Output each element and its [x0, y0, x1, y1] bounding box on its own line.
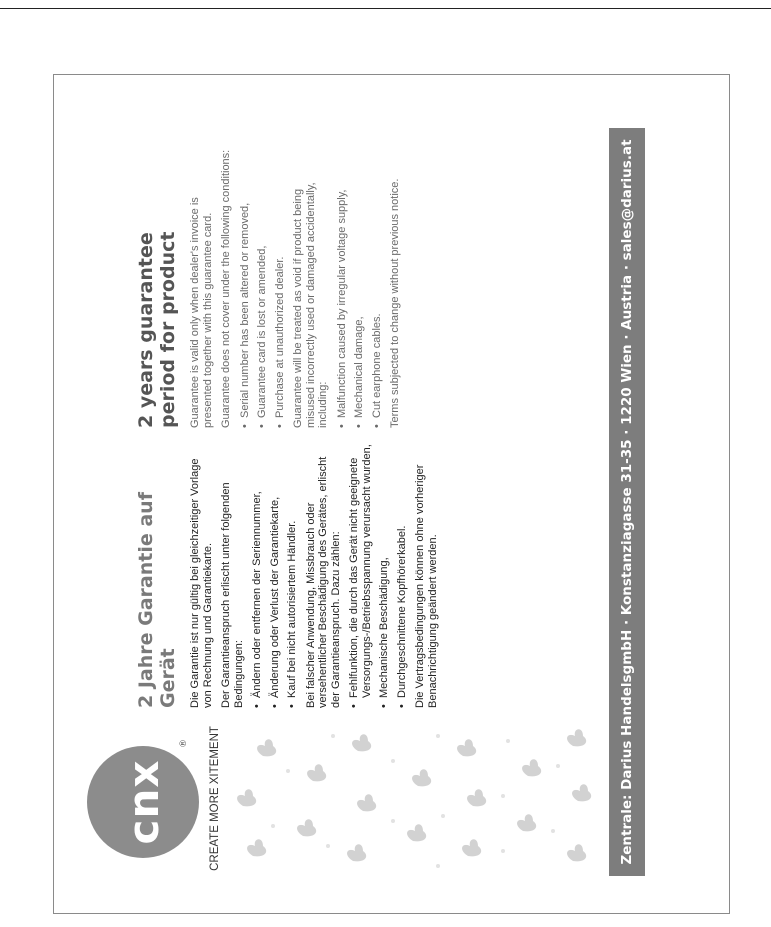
german-intro: Die Garantie ist nur gültig bei gleichzeitiger Vorlage von Rechnung und Garantiekarte.: [189, 458, 214, 708]
list-item: • Cut earphone cables.: [371, 148, 384, 428]
list-item: • Kauf bei nicht autorisiertem Händler.: [286, 440, 299, 708]
list-item: • Malfunction caused by irregular voltage supply,: [336, 148, 349, 428]
top-rule: [0, 8, 771, 9]
german-title: 2 Jahre Garantie auf Gerät: [135, 492, 179, 708]
english-title: 2 years guarantee period for product: [135, 231, 179, 428]
english-conditions-intro: Guarantee does not cover under the following conditions:: [220, 149, 232, 428]
list-item: • Mechanical damage,: [353, 148, 366, 428]
english-misuse: Guarantee will be treated as void if product being misused incorrectly used or damaged accidentally, including:: [292, 182, 329, 428]
english-conditions-list: [239, 148, 287, 428]
german-conditions-list: [251, 440, 299, 708]
english-column: [135, 148, 595, 428]
logo-text: cnx: [118, 759, 168, 845]
list-item: • Purchase at unauthorized dealer.: [274, 148, 287, 428]
english-exclusions-list: [336, 148, 384, 428]
brand-tagline: CREATE MORE XITEMENT: [209, 726, 221, 871]
footer-address: Zentrale: Darius HandelsgmbH · Konstanziagasse 31-35 · 1220 Wien · Austria · sales@darius.at: [619, 139, 635, 865]
german-exclusions-list: [348, 440, 408, 708]
registered-mark: ®: [179, 739, 189, 748]
guarantee-card: [81, 128, 657, 876]
list-item: • Serial number has been altered or removed,: [239, 148, 252, 428]
list-item: • Ändern oder entfernen der Seriennummer,: [251, 440, 264, 708]
butterfly-pattern-icon: [233, 721, 601, 876]
cnx-logo: [87, 746, 199, 858]
list-item: • Änderung oder Verlust der Garantiekarte,: [269, 440, 282, 708]
list-item: • Durchgeschnittene Kopfhörerkabel.: [396, 440, 409, 708]
list-item: • Fehlfunktion, die durch das Gerät nicht geeignete Versorgungs-/Betriebsspannung verursacht wurden,: [348, 440, 373, 708]
brand-panel: [81, 721, 601, 876]
list-item: • Mechanische Beschädigung,: [378, 440, 391, 708]
german-conditions-intro: Der Garantieanspruch erlischt unter folgenden Bedingungen:: [220, 482, 245, 708]
list-item: • Guarantee card is lost or amended,: [256, 148, 269, 428]
guarantee-card-rotated: [81, 128, 657, 876]
english-closing: Terms subjected to change without previous notice.: [389, 178, 401, 428]
german-column: [135, 440, 595, 708]
footer-band: [609, 128, 645, 876]
german-misuse: Bei falscher Anwendung, Missbrauch oder versehentlicher Beschädigung des Gerätes, erlischt der Garantieanspruch. Dazu zählen:: [304, 456, 342, 708]
german-closing: Die Vertragsbedingungen können ohne vorheriger Benachrichtigung geändert werden.: [414, 464, 439, 708]
english-intro: Guarantee is valid only when dealer's invoice is presented together with this guarantee card.: [189, 197, 214, 428]
